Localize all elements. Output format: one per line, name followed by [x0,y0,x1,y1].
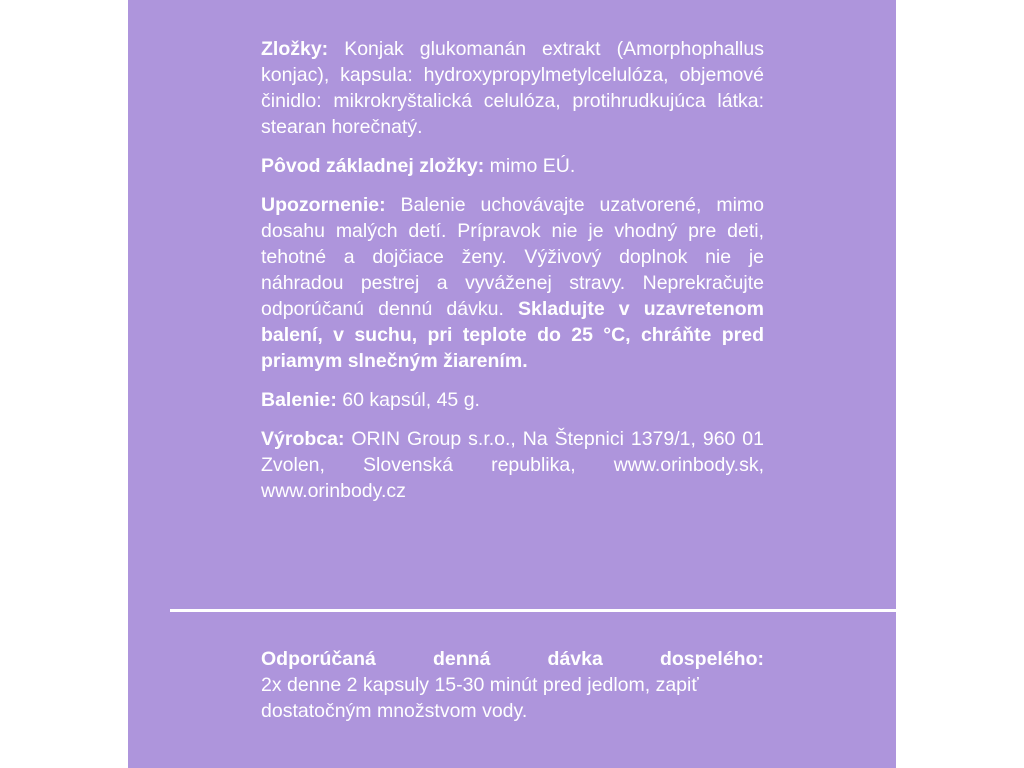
ingredients-label: Zložky: [261,38,329,60]
manufacturer-text: ORIN Group s.r.o., Na Štepnici 1379/1, 960 01 Zvolen, Slovenská republika, www.orinbody.sk, www.orinbody.cz [261,428,765,502]
origin-label: Pôvod základnej zložky: [261,155,485,177]
product-info [261,36,764,517]
warning-label: Upozornenie: [261,194,386,216]
origin-text: mimo EÚ. [489,155,576,177]
storage-instructions: Skladujte v uzavretenom balení, v suchu, pri teplote do 25 °C, chráňte pred priamym slnečným žiarením. [261,298,764,372]
ingredients-text: Konjak glukomanán extrakt (Amorphophallus konjac), kapsula: hydroxypropylmetylcelulóza, objemové činidlo: mikrokryštalická celulóza, protihrudkujúca látka: stearan horečnatý. [261,38,764,138]
divider-line [170,609,896,612]
dosage-text: 2x denne 2 kapsuly 15-30 minút pred jedlom, zapiť dostatočným množstvom vody. [261,674,699,722]
manufacturer-label: Výrobca: [261,428,345,450]
package-label: Balenie: [261,389,337,411]
ingredients-section [261,36,764,140]
origin-section [261,153,764,179]
package-section [261,387,764,413]
label-panel [128,0,896,768]
dosage-label: Odporúčaná denná dávka dospelého: [261,648,764,670]
warning-section [261,192,764,374]
manufacturer-section [261,426,764,504]
dosage-section [261,646,764,724]
warning-text: Balenie uchovávajte uzatvorené, mimo dosahu malých detí. Prípravok nie je vhodný pre deti, tehotné a dojčiace ženy. Výživový doplnok nie je náhradou pestrej a vyváženej stravy. Neprekračujte odporúčanú dennú dávku. [261,194,765,320]
package-text: 60 kapsúl, 45 g. [342,389,480,411]
